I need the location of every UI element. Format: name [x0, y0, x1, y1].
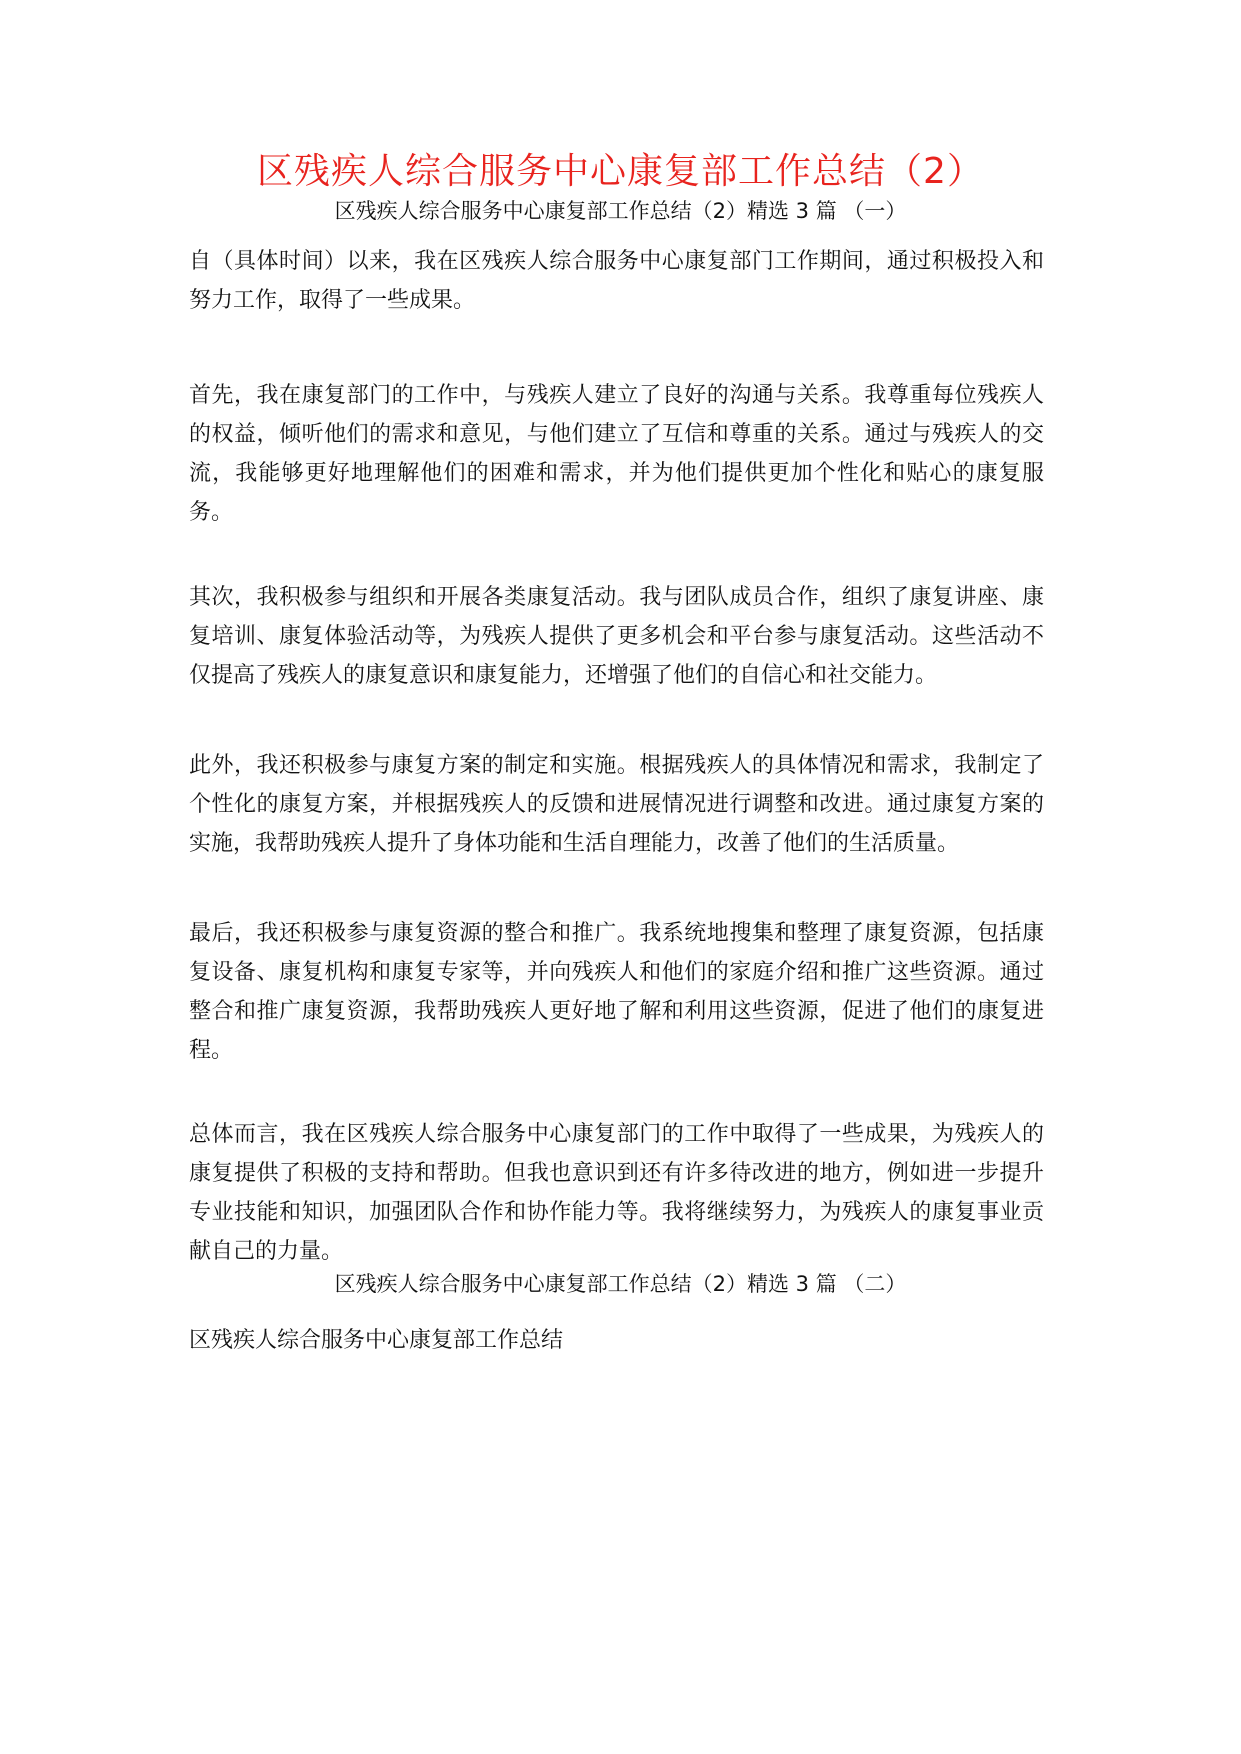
paragraph: 首先，我在康复部门的工作中，与残疾人建立了良好的沟通与关系。我尊重每位残疾人的权益，倾听他们的需求和意见，与他们建立了互信和尊重的关系。通过与残疾人的交流，我能够更好地理解他们的困难和需求，并为他们提供更加个性化和贴心的康复服务。	[189, 383, 1044, 525]
paragraph: 其次，我积极参与组织和开展各类康复活动。我与团队成员合作，组织了康复讲座、康复培训、康复体验活动等，为残疾人提供了更多机会和平台参与康复活动。这些活动不仅提高了残疾人的康复意识和康复能力，还增强了他们的自信心和社交能力。	[189, 585, 1044, 688]
section-heading-1: 区残疾人综合服务中心康复部工作总结（2）精选 3 篇 （一）	[334, 199, 907, 223]
paragraph: 区残疾人综合服务中心康复部工作总结	[189, 1328, 564, 1353]
paragraph: 总体而言，我在区残疾人综合服务中心康复部门的工作中取得了一些成果，为残疾人的康复提供了积极的支持和帮助。但我也意识到还有许多待改进的地方，例如进一步提升专业技能和知识，加强团队合作和协作能力等。我将继续努力，为残疾人的康复事业贡献自己的力量。	[189, 1122, 1044, 1264]
paragraph: 此外，我还积极参与康复方案的制定和实施。根据残疾人的具体情况和需求，我制定了个性化的康复方案，并根据残疾人的反馈和进展情况进行调整和改进。通过康复方案的实施，我帮助残疾人提升了身体功能和生活自理能力，改善了他们的生活质量。	[189, 753, 1044, 856]
document-title: 区残疾人综合服务中心康复部工作总结（2）	[257, 151, 984, 192]
paragraph: 自（具体时间）以来，我在区残疾人综合服务中心康复部门工作期间，通过积极投入和努力工作，取得了一些成果。	[189, 249, 1044, 313]
paragraph: 最后，我还积极参与康复资源的整合和推广。我系统地搜集和整理了康复资源，包括康复设备、康复机构和康复专家等，并向残疾人和他们的家庭介绍和推广这些资源。通过整合和推广康复资源，我帮助残疾人更好地了解和利用这些资源，促进了他们的康复进程。	[189, 921, 1044, 1063]
section-heading-2: 区残疾人综合服务中心康复部工作总结（2）精选 3 篇 （二）	[334, 1272, 907, 1296]
